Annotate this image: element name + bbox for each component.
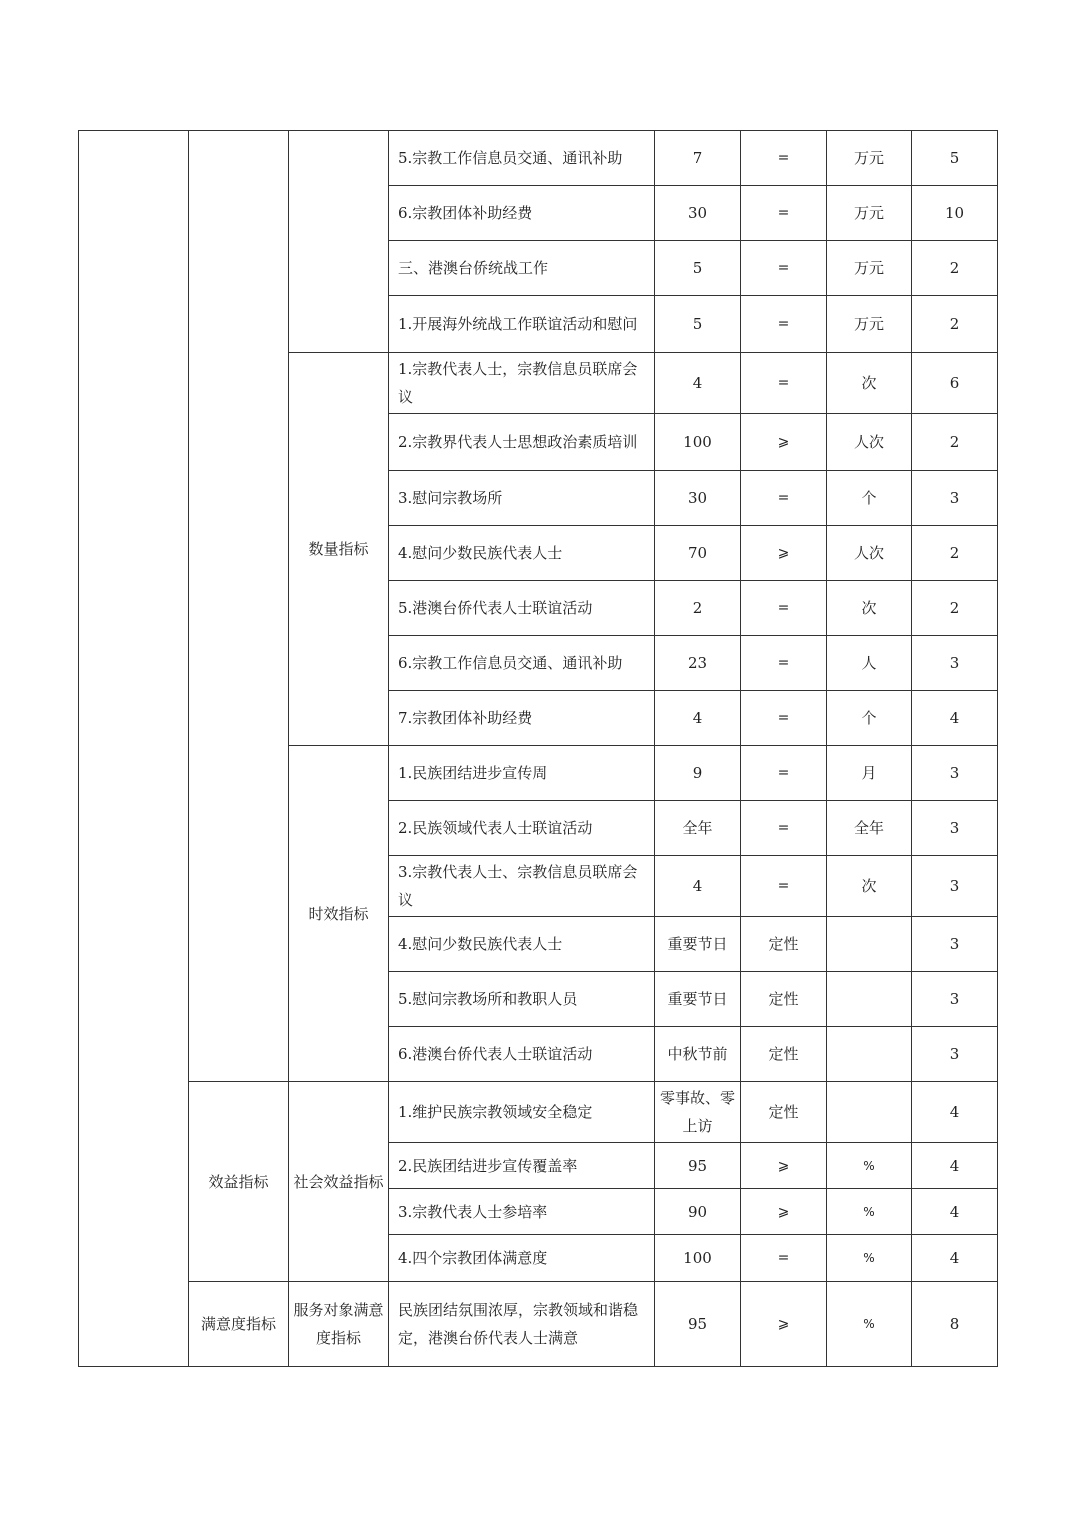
indicator-value: 30 <box>655 471 741 526</box>
secondary-indicator-service-satisfaction: 服务对象满意度指标 <box>289 1282 389 1367</box>
indicator-name: 3.慰问宗教场所 <box>389 471 655 526</box>
indicator-name: 3.宗教代表人士、宗教信息员联席会议 <box>389 856 655 917</box>
secondary-indicator-cell <box>289 131 389 353</box>
secondary-indicator-quantity: 数量指标 <box>289 353 389 746</box>
primary-indicator-cell <box>189 131 289 1082</box>
indicator-value: 4 <box>655 856 741 917</box>
indicator-operator: 定性 <box>741 917 827 972</box>
indicator-weight: 5 <box>912 131 998 186</box>
indicator-weight: 2 <box>912 414 998 471</box>
indicator-value: 零事故、零上访 <box>655 1082 741 1143</box>
indicator-weight: 3 <box>912 856 998 917</box>
indicator-unit: 月 <box>827 746 912 801</box>
indicator-unit: 万元 <box>827 186 912 241</box>
indicator-name: 三、港澳台侨统战工作 <box>389 241 655 296</box>
indicator-value: 5 <box>655 296 741 353</box>
indicator-value: 4 <box>655 353 741 414</box>
indicator-operator: ⩾ <box>741 526 827 581</box>
indicator-operator: = <box>741 296 827 353</box>
indicator-name: 3.宗教代表人士参培率 <box>389 1189 655 1235</box>
indicator-name: 6.港澳台侨代表人士联谊活动 <box>389 1027 655 1082</box>
category-cell <box>79 131 189 1367</box>
indicator-operator: ⩾ <box>741 414 827 471</box>
indicator-name: 2.民族团结进步宣传覆盖率 <box>389 1143 655 1189</box>
indicator-unit: 个 <box>827 471 912 526</box>
indicator-value: 7 <box>655 131 741 186</box>
indicator-name: 2.宗教界代表人士思想政治素质培训 <box>389 414 655 471</box>
indicator-unit <box>827 917 912 972</box>
indicator-weight: 3 <box>912 636 998 691</box>
indicator-weight: 3 <box>912 917 998 972</box>
indicator-operator: = <box>741 691 827 746</box>
indicator-name: 2.民族领域代表人士联谊活动 <box>389 801 655 856</box>
indicator-weight: 2 <box>912 581 998 636</box>
indicator-name: 6.宗教工作信息员交通、通讯补助 <box>389 636 655 691</box>
indicator-value: 23 <box>655 636 741 691</box>
indicator-operator: = <box>741 1235 827 1282</box>
indicator-unit: 万元 <box>827 241 912 296</box>
indicator-value: 90 <box>655 1189 741 1235</box>
indicator-value: 30 <box>655 186 741 241</box>
indicator-value: 9 <box>655 746 741 801</box>
primary-indicator-satisfaction: 满意度指标 <box>189 1282 289 1367</box>
indicator-name: 4.四个宗教团体满意度 <box>389 1235 655 1282</box>
indicator-unit: 万元 <box>827 131 912 186</box>
indicator-operator: = <box>741 186 827 241</box>
indicator-value: 4 <box>655 691 741 746</box>
indicator-unit: 次 <box>827 353 912 414</box>
indicator-name: 1.开展海外统战工作联谊活动和慰问 <box>389 296 655 353</box>
indicator-operator: 定性 <box>741 1082 827 1143</box>
indicator-weight: 2 <box>912 241 998 296</box>
indicator-weight: 6 <box>912 353 998 414</box>
indicator-unit <box>827 1082 912 1143</box>
indicator-value: 95 <box>655 1143 741 1189</box>
indicator-unit: 个 <box>827 691 912 746</box>
indicator-unit: 人次 <box>827 526 912 581</box>
indicator-value: 全年 <box>655 801 741 856</box>
indicator-operator: ⩾ <box>741 1282 827 1367</box>
indicator-weight: 3 <box>912 471 998 526</box>
indicator-operator: ⩾ <box>741 1143 827 1189</box>
indicator-value: 2 <box>655 581 741 636</box>
indicator-operator: = <box>741 353 827 414</box>
indicator-operator: = <box>741 131 827 186</box>
indicator-weight: 4 <box>912 691 998 746</box>
indicator-name: 7.宗教团体补助经费 <box>389 691 655 746</box>
indicator-weight: 8 <box>912 1282 998 1367</box>
indicator-unit: 全年 <box>827 801 912 856</box>
indicator-value: 中秋节前 <box>655 1027 741 1082</box>
indicator-value: 100 <box>655 414 741 471</box>
indicator-weight: 2 <box>912 296 998 353</box>
indicator-weight: 4 <box>912 1189 998 1235</box>
indicator-weight: 3 <box>912 972 998 1027</box>
indicator-unit: 次 <box>827 581 912 636</box>
indicator-name: 6.宗教团体补助经费 <box>389 186 655 241</box>
secondary-indicator-social-benefit: 社会效益指标 <box>289 1082 389 1282</box>
primary-indicator-benefit: 效益指标 <box>189 1082 289 1282</box>
indicator-name: 4.慰问少数民族代表人士 <box>389 917 655 972</box>
indicator-unit: % <box>827 1235 912 1282</box>
indicator-unit: % <box>827 1282 912 1367</box>
indicator-unit: % <box>827 1189 912 1235</box>
indicator-name: 5.宗教工作信息员交通、通讯补助 <box>389 131 655 186</box>
indicator-weight: 4 <box>912 1143 998 1189</box>
indicator-name: 4.慰问少数民族代表人士 <box>389 526 655 581</box>
indicator-operator: = <box>741 636 827 691</box>
indicator-weight: 10 <box>912 186 998 241</box>
indicator-unit: 次 <box>827 856 912 917</box>
indicator-value: 5 <box>655 241 741 296</box>
indicator-operator: = <box>741 241 827 296</box>
indicator-operator: = <box>741 801 827 856</box>
indicator-operator: = <box>741 856 827 917</box>
indicator-value: 95 <box>655 1282 741 1367</box>
indicator-operator: 定性 <box>741 972 827 1027</box>
indicator-value: 70 <box>655 526 741 581</box>
indicator-unit <box>827 1027 912 1082</box>
indicator-operator: ⩾ <box>741 1189 827 1235</box>
indicator-name: 5.慰问宗教场所和教职人员 <box>389 972 655 1027</box>
indicator-weight: 3 <box>912 746 998 801</box>
indicator-name: 1.民族团结进步宣传周 <box>389 746 655 801</box>
indicator-weight: 4 <box>912 1082 998 1143</box>
performance-indicator-table <box>78 130 998 1367</box>
indicator-weight: 4 <box>912 1235 998 1282</box>
indicator-unit: 人次 <box>827 414 912 471</box>
indicator-name: 1.宗教代表人士，宗教信息员联席会议 <box>389 353 655 414</box>
indicator-unit: % <box>827 1143 912 1189</box>
indicator-unit <box>827 972 912 1027</box>
indicator-operator: = <box>741 581 827 636</box>
indicator-value: 重要节日 <box>655 972 741 1027</box>
table-row <box>79 1082 998 1143</box>
indicator-operator: = <box>741 471 827 526</box>
indicator-weight: 2 <box>912 526 998 581</box>
indicator-weight: 3 <box>912 1027 998 1082</box>
indicator-name: 1.维护民族宗教领域安全稳定 <box>389 1082 655 1143</box>
indicator-operator: = <box>741 746 827 801</box>
indicator-unit: 万元 <box>827 296 912 353</box>
indicator-operator: 定性 <box>741 1027 827 1082</box>
indicator-name: 民族团结氛围浓厚，宗教领域和谐稳定，港澳台侨代表人士满意 <box>389 1282 655 1367</box>
indicator-name: 5.港澳台侨代表人士联谊活动 <box>389 581 655 636</box>
secondary-indicator-timeliness: 时效指标 <box>289 746 389 1082</box>
indicator-weight: 3 <box>912 801 998 856</box>
indicator-unit: 人 <box>827 636 912 691</box>
table-row <box>79 131 998 186</box>
table-row <box>79 1282 998 1367</box>
indicator-value: 100 <box>655 1235 741 1282</box>
indicator-value: 重要节日 <box>655 917 741 972</box>
